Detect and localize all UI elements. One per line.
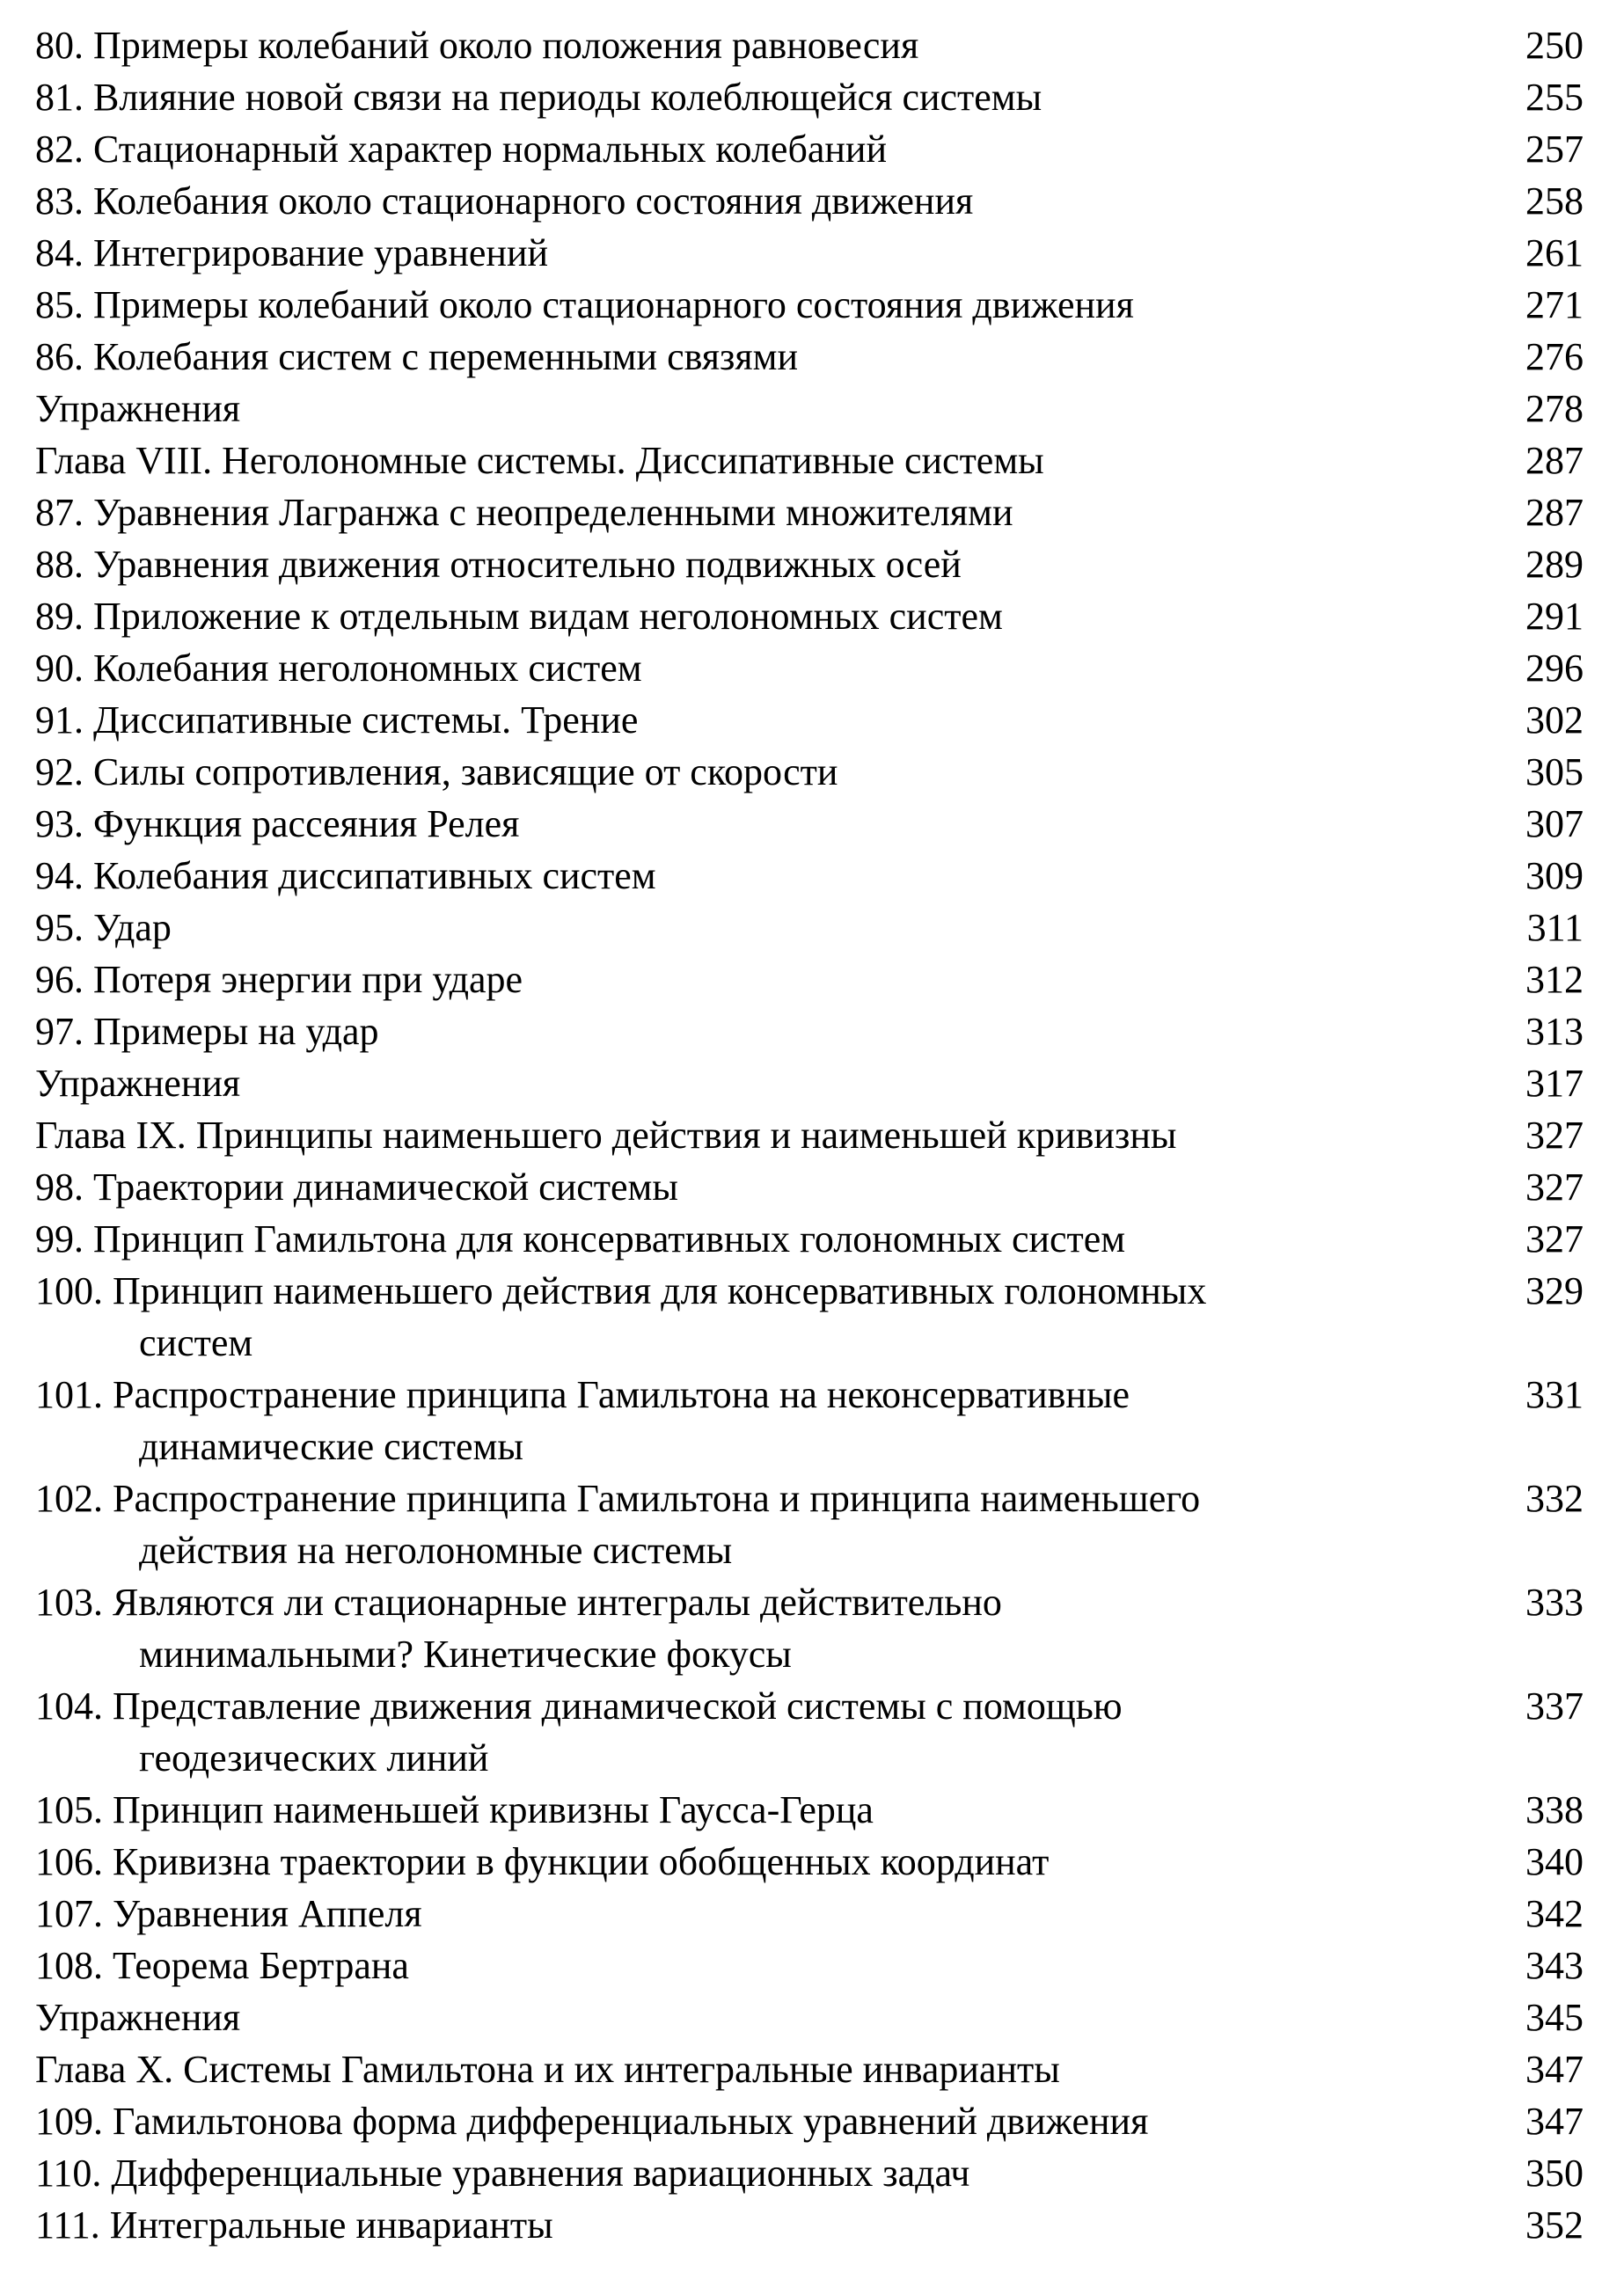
toc-entry-title-continuation: геодезических линий [139,1736,489,1779]
toc-entry-page: 333 [1525,1581,1584,1624]
toc-entry-title: 109. Гамильтонова форма дифференциальных уравнений движения [35,2100,1149,2143]
toc-entry-title: 97. Примеры на удар [35,1010,379,1053]
toc-entry-page: 296 [1525,647,1584,690]
toc-chapter-heading [35,1109,1584,1161]
toc-entry-title: 84. Интегрирование уравнений [35,231,549,274]
toc-entry-title: 89. Приложение к отдельным видам неголономных систем [35,595,1003,638]
toc-entry-title: 99. Принцип Гамильтона для консервативных голономных систем [35,1217,1126,1261]
table-of-contents [35,19,1584,2251]
toc-entry-page: 287 [1525,439,1584,482]
toc-entry-page: 276 [1525,335,1584,378]
toc-entry [35,694,1584,746]
toc-entry-page: 343 [1525,1944,1584,1987]
toc-entry-title: 88. Уравнения движения относительно подвижных осей [35,543,962,586]
toc-entry-page: 309 [1525,854,1584,897]
toc-entry [35,279,1584,331]
toc-entry [35,1940,1584,1991]
toc-entry-page: 261 [1525,231,1584,274]
toc-entry-exercises [35,1057,1584,1109]
toc-entry-page: 347 [1525,2048,1584,2091]
toc-entry [35,1576,1584,1680]
toc-entry [35,1680,1584,1784]
toc-entry-page: 258 [1525,179,1584,223]
toc-entry-title: 81. Влияние новой связи на периоды колеблющейся системы [35,76,1042,119]
toc-entry-title: 95. Удар [35,906,172,949]
toc-entry-title: 85. Примеры колебаний около стационарного состояния движения [35,283,1134,326]
toc-entry-page: 313 [1525,1010,1584,1053]
toc-entry-title: 104. Представление движения динамической системы с помощью [35,1684,1123,1728]
toc-entry [35,71,1584,123]
toc-entry [35,2147,1584,2199]
toc-entry-page: 287 [1525,491,1584,534]
toc-entry-page: 345 [1525,1996,1584,2039]
toc-entry-title: 87. Уравнения Лагранжа с неопределенными множителями [35,491,1013,534]
toc-entry [35,1213,1584,1265]
toc-entry [35,642,1584,694]
toc-entry-page: 340 [1525,1840,1584,1883]
toc-entry [35,19,1584,71]
toc-entry-title: Упражнения [35,387,241,430]
toc-entry [35,2095,1584,2147]
toc-entry-title-continuation: минимальными? Кинетические фокусы [139,1633,792,1676]
toc-entry-page: 278 [1525,387,1584,430]
toc-entry-page: 347 [1525,2100,1584,2143]
toc-entry [35,1161,1584,1213]
toc-entry-title: 101. Распространение принципа Гамильтона на неконсервативные [35,1373,1130,1416]
toc-entry-page: 255 [1525,76,1584,119]
toc-entry-title-continuation: действия на неголономные системы [139,1529,733,1572]
toc-entry [35,1836,1584,1888]
toc-entry-title: 110. Дифференциальные уравнения вариационных задач [35,2152,970,2195]
toc-entry-page: 305 [1525,750,1584,793]
toc-entry-page: 350 [1525,2152,1584,2195]
toc-entry [35,2199,1584,2251]
toc-entry-page: 289 [1525,543,1584,586]
toc-entry-title: 102. Распространение принципа Гамильтона и принципа наименьшего [35,1477,1201,1520]
toc-entry [35,1005,1584,1057]
toc-entry [35,850,1584,902]
toc-entry-title: Упражнения [35,1062,241,1105]
toc-entry-title: 92. Силы сопротивления, зависящие от скорости [35,750,838,793]
toc-entry-page: 352 [1525,2203,1584,2247]
toc-entry-title: 91. Диссипативные системы. Трение [35,698,639,742]
toc-entry-page: 291 [1525,595,1584,638]
toc-entry [35,746,1584,798]
toc-entry-title: 107. Уравнения Аппеля [35,1892,422,1935]
toc-entry-page: 307 [1525,802,1584,845]
toc-entry-page: 317 [1525,1062,1584,1105]
toc-entry-page: 311 [1526,906,1584,949]
toc-entry [35,1472,1584,1576]
toc-entry-title: 94. Колебания диссипативных систем [35,854,656,897]
toc-entry-page: 250 [1525,24,1584,67]
toc-entry-title: 96. Потеря энергии при ударе [35,958,523,1001]
toc-entry [35,1265,1584,1369]
toc-entry [35,902,1584,954]
toc-entry [35,486,1584,538]
toc-entry-title: Глава IX. Принципы наименьшего действия и наименьшей кривизны [35,1114,1177,1157]
toc-entry-title: 90. Колебания неголономных систем [35,647,642,690]
toc-entry [35,1369,1584,1472]
toc-entry-page: 302 [1525,698,1584,742]
toc-entry-page: 271 [1525,283,1584,326]
toc-entry-title: 86. Колебания систем с переменными связями [35,335,799,378]
toc-entry [35,1784,1584,1836]
toc-entry-title: Глава X. Системы Гамильтона и их интегральные инварианты [35,2048,1060,2091]
toc-entry [35,538,1584,590]
toc-entry [35,331,1584,383]
toc-entry [35,590,1584,642]
toc-entry-page: 327 [1525,1217,1584,1261]
toc-entry [35,954,1584,1005]
toc-entry [35,175,1584,227]
toc-entry-page: 342 [1525,1892,1584,1935]
toc-entry-title: 106. Кривизна траектории в функции обобщенных координат [35,1840,1050,1883]
toc-chapter-heading [35,435,1584,486]
toc-entry-title: 80. Примеры колебаний около положения равновесия [35,24,919,67]
toc-entry-title: Глава VIII. Неголономные системы. Диссипативные системы [35,439,1044,482]
toc-entry-title: 82. Стационарный характер нормальных колебаний [35,128,887,171]
toc-entry-page: 331 [1525,1373,1584,1416]
toc-entry-title: 93. Функция рассеяния Релея [35,802,520,845]
toc-entry [35,123,1584,175]
toc-chapter-heading [35,2043,1584,2095]
toc-entry-title: 100. Принцип наименьшего действия для консервативных голономных [35,1269,1207,1312]
toc-entry-page: 327 [1525,1166,1584,1209]
toc-entry-exercises [35,383,1584,435]
toc-entry-page: 332 [1525,1477,1584,1520]
toc-entry [35,227,1584,279]
toc-entry-page: 257 [1525,128,1584,171]
toc-entry-title: 103. Являются ли стационарные интегралы действительно [35,1581,1002,1624]
toc-entry [35,1888,1584,1940]
toc-entry-title: 108. Теорема Бертрана [35,1944,409,1987]
toc-entry-title: 98. Траектории динамической системы [35,1166,678,1209]
toc-entry-title: 111. Интегральные инварианты [35,2203,553,2247]
toc-entry-page: 337 [1525,1684,1584,1728]
toc-entry-title: 105. Принцип наименьшей кривизны Гаусса-Герца [35,1788,874,1831]
toc-entry-page: 327 [1525,1114,1584,1157]
toc-entry-title: Упражнения [35,1996,241,2039]
toc-entry-title: 83. Колебания около стационарного состояния движения [35,179,974,223]
toc-entry-exercises [35,1991,1584,2043]
toc-entry-page: 312 [1525,958,1584,1001]
toc-entry-title-continuation: систем [139,1321,253,1364]
toc-entry-title-continuation: динамические системы [139,1425,523,1468]
toc-entry [35,798,1584,850]
toc-entry-page: 338 [1525,1788,1584,1831]
toc-entry-page: 329 [1525,1269,1584,1312]
